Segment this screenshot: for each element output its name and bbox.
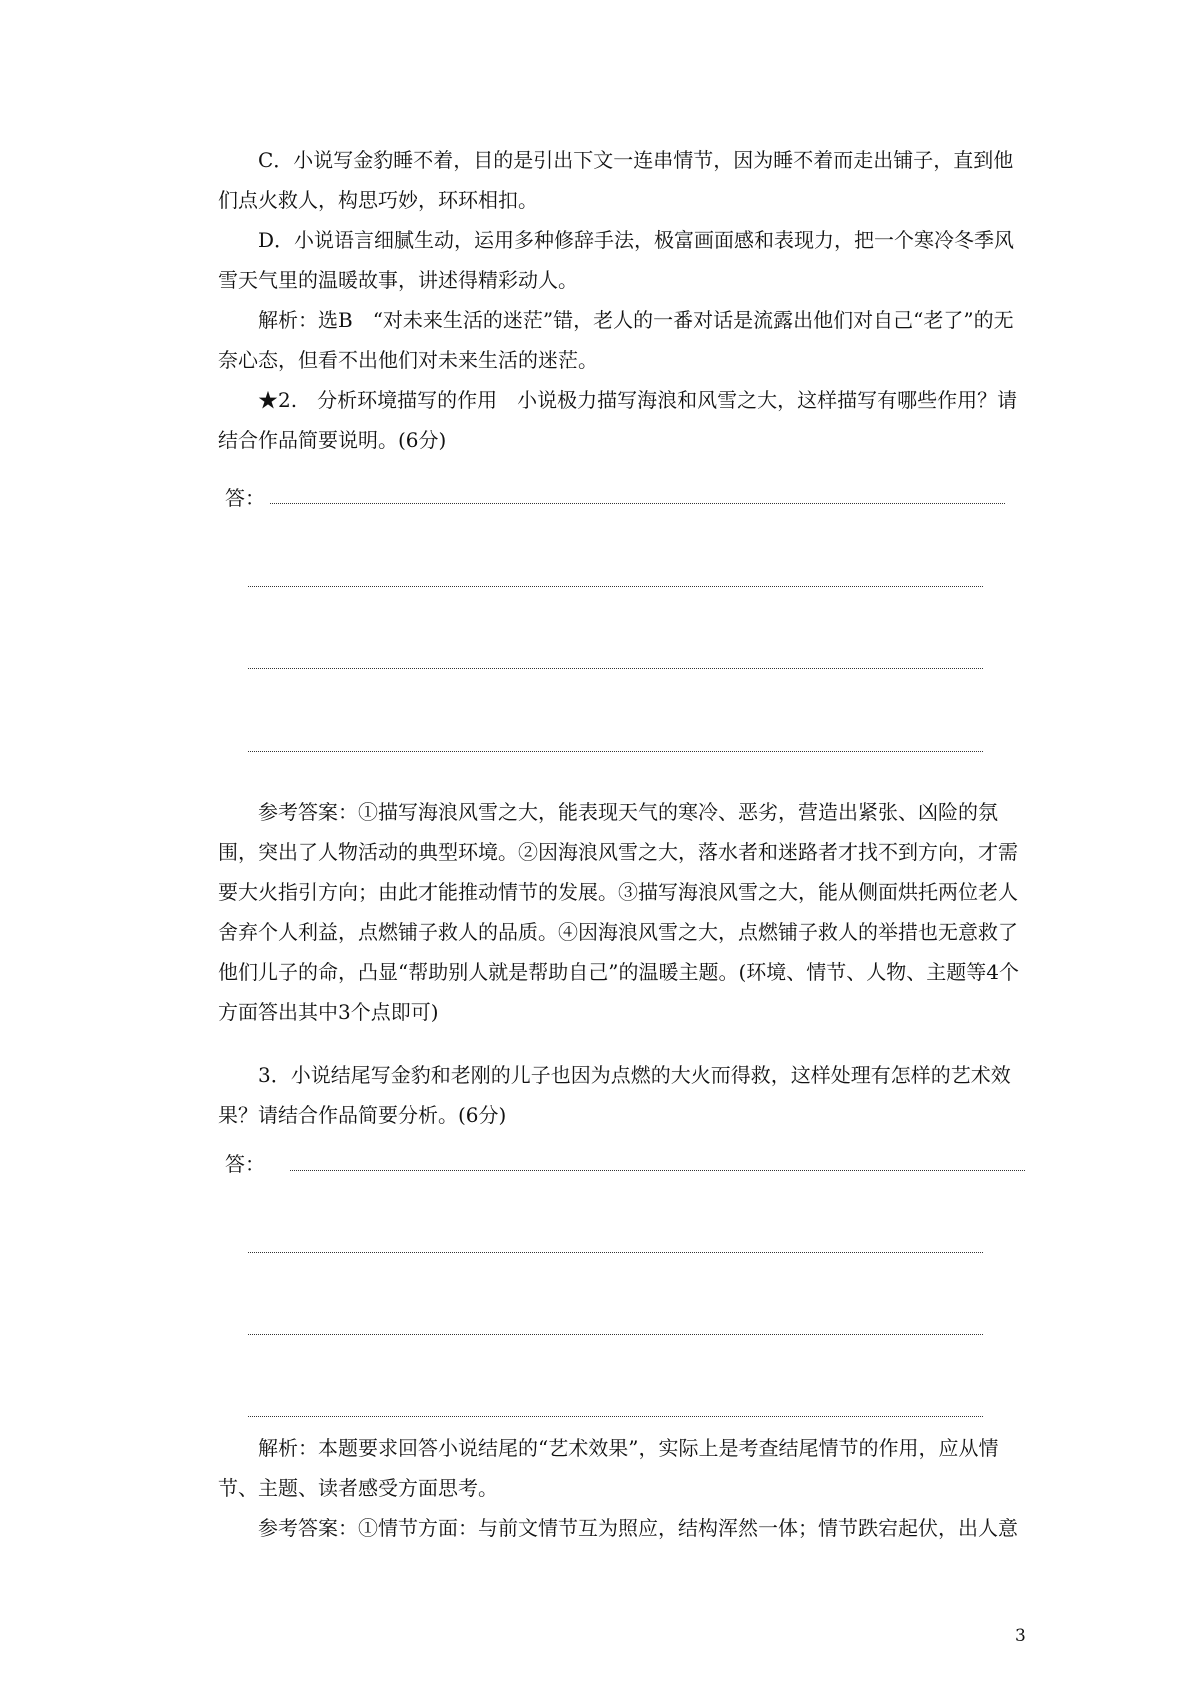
reference-answer-3: 参考答案：①情节方面：与前文情节互为照应，结构浑然一体；情节跌宕起伏，出人意 [258,1516,1018,1540]
answer-line-2-2[interactable] [248,586,983,587]
page-number: 3 [1015,1626,1026,1646]
question-2-text: ★2. 分析环境描写的作用 小说极力描写海浪和风雪之大，这样描写有哪些作用？请结合作品简要说明。(6分) [218,388,1018,452]
analysis-3-text: 解析：本题要求回答小说结尾的“艺术效果”，实际上是考查结尾情节的作用，应从情节、主题、读者感受方面思考。 [218,1436,999,1500]
answer-line-3-4[interactable] [248,1416,983,1417]
option-d-text: D．小说语言细腻生动，运用多种修辞手法，极富画面感和表现力，把一个寒冷冬季风雪天气里的温暖故事，讲述得精彩动人。 [218,228,1015,292]
answer-line-2-4[interactable] [248,751,983,752]
answer-label-3: 答： [225,1152,265,1176]
question-3-text: 3．小说结尾写金豹和老刚的儿子也因为点燃的大火而得救，这样处理有怎样的艺术效果？请结合作品简要分析。(6分) [218,1063,1011,1127]
option-c-text: C．小说写金豹睡不着，目的是引出下文一连串情节，因为睡不着而走出铺子，直到他们点火救人，构思巧妙，环环相扣。 [218,148,1014,212]
answer-line-3-1[interactable] [290,1170,1025,1171]
answer-line-3-2[interactable] [248,1252,983,1253]
analysis-1-text: 解析：选B “对未来生活的迷茫”错，老人的一番对话是流露出他们对自己“老了”的无奈心态，但看不出他们对未来生活的迷茫。 [218,308,1014,372]
answer-line-3-3[interactable] [248,1334,983,1335]
answer-label-2: 答： [225,486,265,510]
answer-line-2-3[interactable] [248,668,983,669]
reference-answer-2: 参考答案：①描写海浪风雪之大，能表现天气的寒冷、恶劣，营造出紧张、凶险的氛围，突出了人物活动的典型环境。②因海浪风雪之大，落水者和迷路者才找不到方向，才需要大火指引方向；由此才能推动情节的发展。③描写海浪风雪之大，能从侧面烘托两位老人舍弃个人利益，点燃铺子救人的品质。④因海浪风雪之大，点燃铺子救人的举措也无意救了他们儿子的命，凸显“帮助别人就是帮助自己”的温暖主题。(环境、情节、人物、主题等4个方面答出其中3个点即可) [218,800,1019,1024]
answer-line-2-1[interactable] [270,503,1005,504]
